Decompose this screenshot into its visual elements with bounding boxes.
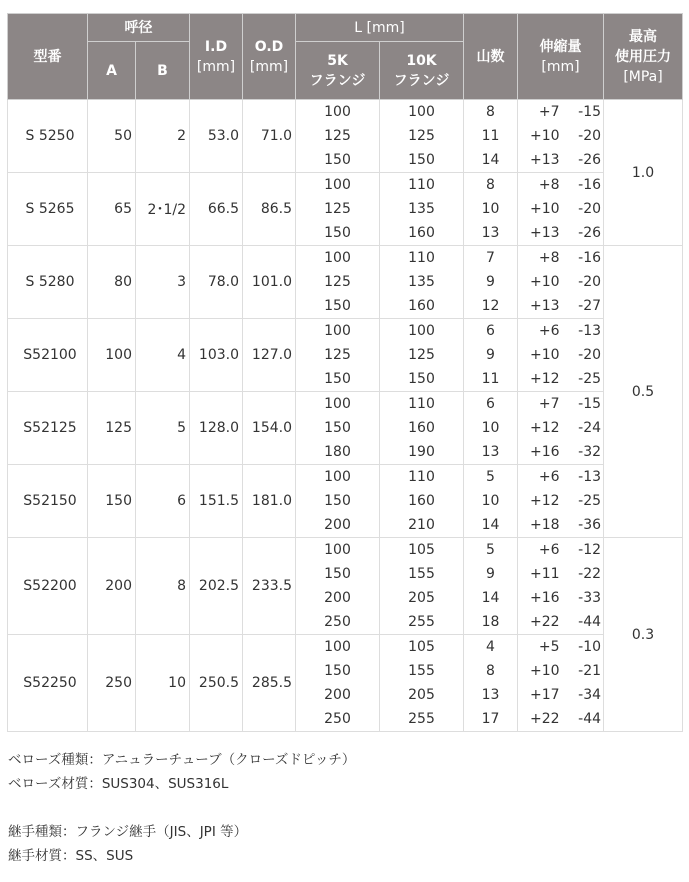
model-cell: S52200: [8, 538, 88, 635]
stroke-compression: -21: [578, 663, 602, 679]
stroke-extension: +16: [529, 444, 560, 460]
l10k-value: 135: [408, 201, 435, 217]
l10k-value: 160: [408, 493, 435, 509]
nominal-a-cell: 80: [88, 246, 136, 319]
stroke-compression: -27: [578, 298, 602, 314]
table-row: [8, 319, 683, 392]
nominal-b-cell: 2･1/2: [136, 173, 190, 246]
peaks-value: 9: [486, 347, 495, 363]
stroke-compression: -15: [578, 104, 602, 120]
stroke-line: [518, 635, 603, 659]
stroke-line: [518, 562, 603, 586]
header-pressure: 最高 使用圧力 [MPa]: [604, 14, 683, 100]
stroke-line: [518, 392, 603, 416]
peaks-value: 18: [481, 614, 500, 630]
peaks-cell: [464, 392, 518, 465]
stroke-line: [518, 586, 603, 610]
l10k-value: 205: [408, 590, 435, 606]
stroke-cell: [518, 319, 604, 392]
stroke-extension: +7: [538, 104, 560, 120]
header-b: B: [136, 42, 190, 100]
header-nominal: 呼径: [88, 14, 190, 42]
stroke-extension: +13: [529, 225, 560, 241]
peaks-value: 11: [481, 371, 500, 387]
stroke-extension: +10: [529, 201, 560, 217]
peaks-value: 10: [481, 493, 500, 509]
stroke-compression: -32: [578, 444, 602, 460]
stroke-extension: +10: [529, 347, 560, 363]
stroke-compression: -20: [578, 274, 602, 290]
l10k-value: 255: [408, 711, 435, 727]
stroke-compression: -16: [578, 250, 602, 266]
peaks-value: 10: [481, 201, 500, 217]
stroke-extension: +11: [529, 566, 560, 582]
note-joint-type: 継手種類：フランジ継手（JIS、JPI 等）: [8, 824, 248, 840]
stroke-compression: -24: [578, 420, 602, 436]
stroke-compression: -12: [578, 542, 602, 558]
stroke-extension: +10: [529, 128, 560, 144]
stroke-line: [518, 465, 603, 489]
stroke-compression: -13: [578, 323, 602, 339]
length-l10k-cell: [380, 319, 464, 392]
stroke-extension: +6: [538, 469, 560, 485]
stroke-compression: -34: [578, 687, 602, 703]
model-cell: S 5250: [8, 100, 88, 173]
stroke-line: [518, 683, 603, 707]
length-l10k-cell: [380, 465, 464, 538]
table-row: [8, 465, 683, 538]
model-cell: S 5265: [8, 173, 88, 246]
model-cell: S 5280: [8, 246, 88, 319]
model-cell: S52250: [8, 635, 88, 732]
stroke-extension: +22: [529, 711, 560, 727]
stroke-line: [518, 610, 603, 634]
peaks-value: 6: [486, 396, 495, 412]
od-cell: 154.0: [243, 392, 296, 465]
l5k-value: 200: [324, 590, 351, 606]
peaks-cell: [464, 465, 518, 538]
nominal-a-cell: 100: [88, 319, 136, 392]
od-cell: 71.0: [243, 100, 296, 173]
length-l10k-cell: [380, 635, 464, 732]
stroke-extension: +6: [538, 323, 560, 339]
length-l5k-cell: [296, 319, 380, 392]
stroke-cell: [518, 465, 604, 538]
id-cell: 202.5: [190, 538, 243, 635]
l5k-value: 180: [324, 444, 351, 460]
length-l5k-cell: [296, 100, 380, 173]
stroke-extension: +6: [538, 542, 560, 558]
stroke-line: [518, 659, 603, 683]
stroke-line: [518, 173, 603, 197]
stroke-compression: -33: [578, 590, 602, 606]
stroke-compression: -10: [578, 639, 602, 655]
stroke-line: [518, 124, 603, 148]
nominal-a-cell: 65: [88, 173, 136, 246]
stroke-line: [518, 513, 603, 537]
stroke-compression: -25: [578, 493, 602, 509]
length-l10k-cell: [380, 100, 464, 173]
nominal-b-cell: 2: [136, 100, 190, 173]
peaks-value: 13: [481, 225, 500, 241]
l10k-value: 125: [408, 128, 435, 144]
stroke-line: [518, 270, 603, 294]
stroke-compression: -20: [578, 347, 602, 363]
l5k-value: 250: [324, 711, 351, 727]
l10k-value: 155: [408, 663, 435, 679]
id-cell: 250.5: [190, 635, 243, 732]
length-l5k-cell: [296, 635, 380, 732]
l5k-value: 150: [324, 420, 351, 436]
l10k-value: 210: [408, 517, 435, 533]
l5k-value: 150: [324, 493, 351, 509]
peaks-value: 11: [481, 128, 500, 144]
l5k-value: 150: [324, 371, 351, 387]
l10k-value: 110: [408, 469, 435, 485]
od-cell: 127.0: [243, 319, 296, 392]
stroke-line: [518, 367, 603, 391]
nominal-b-cell: 6: [136, 465, 190, 538]
model-cell: S52100: [8, 319, 88, 392]
l5k-value: 100: [324, 104, 351, 120]
nominal-b-cell: 10: [136, 635, 190, 732]
stroke-extension: +18: [529, 517, 560, 533]
l10k-value: 110: [408, 250, 435, 266]
header-l: L [mm]: [296, 14, 464, 42]
l5k-value: 125: [324, 274, 351, 290]
nominal-a-cell: 125: [88, 392, 136, 465]
l5k-value: 250: [324, 614, 351, 630]
header-a: A: [88, 42, 136, 100]
stroke-line: [518, 538, 603, 562]
stroke-compression: -26: [578, 152, 602, 168]
nominal-b-cell: 3: [136, 246, 190, 319]
length-l10k-cell: [380, 173, 464, 246]
l10k-value: 105: [408, 639, 435, 655]
length-l5k-cell: [296, 246, 380, 319]
table-header: [8, 14, 683, 100]
peaks-value: 14: [481, 590, 500, 606]
stroke-line: [518, 100, 603, 124]
header-l-5k: 5K フランジ: [296, 42, 380, 100]
stroke-compression: -20: [578, 201, 602, 217]
notes: [8, 748, 355, 868]
spec-table: [7, 13, 683, 732]
l5k-value: 100: [324, 323, 351, 339]
peaks-value: 13: [481, 687, 500, 703]
table-row: [8, 538, 683, 635]
peaks-value: 14: [481, 152, 500, 168]
od-cell: 101.0: [243, 246, 296, 319]
nominal-b-cell: 8: [136, 538, 190, 635]
od-cell: 181.0: [243, 465, 296, 538]
id-cell: 151.5: [190, 465, 243, 538]
length-l5k-cell: [296, 538, 380, 635]
stroke-extension: +17: [529, 687, 560, 703]
l10k-value: 100: [408, 323, 435, 339]
stroke-line: [518, 343, 603, 367]
peaks-value: 14: [481, 517, 500, 533]
peaks-value: 17: [481, 711, 500, 727]
header-od: O.D [mm]: [243, 14, 296, 100]
l5k-value: 100: [324, 542, 351, 558]
peaks-value: 10: [481, 420, 500, 436]
stroke-line: [518, 246, 603, 270]
l5k-value: 150: [324, 225, 351, 241]
l10k-value: 150: [408, 152, 435, 168]
stroke-compression: -36: [578, 517, 602, 533]
header-peaks: 山数: [464, 14, 518, 100]
table-row: [8, 246, 683, 319]
stroke-extension: +8: [538, 250, 560, 266]
l10k-value: 105: [408, 542, 435, 558]
l5k-value: 150: [324, 663, 351, 679]
l10k-value: 100: [408, 104, 435, 120]
l5k-value: 200: [324, 517, 351, 533]
nominal-a-cell: 50: [88, 100, 136, 173]
l5k-value: 125: [324, 128, 351, 144]
stroke-compression: -26: [578, 225, 602, 241]
stroke-cell: [518, 173, 604, 246]
l5k-value: 150: [324, 152, 351, 168]
stroke-extension: +5: [538, 639, 560, 655]
nominal-b-cell: 4: [136, 319, 190, 392]
stroke-compression: -20: [578, 128, 602, 144]
stroke-line: [518, 221, 603, 245]
stroke-cell: [518, 392, 604, 465]
l5k-value: 100: [324, 469, 351, 485]
stroke-compression: -22: [578, 566, 602, 582]
id-cell: 103.0: [190, 319, 243, 392]
model-cell: S52150: [8, 465, 88, 538]
pressure-cell: 0.5: [604, 246, 683, 538]
peaks-cell: [464, 173, 518, 246]
peaks-value: 9: [486, 566, 495, 582]
length-l10k-cell: [380, 538, 464, 635]
stroke-extension: +12: [529, 371, 560, 387]
table-body: [8, 100, 683, 732]
l10k-value: 110: [408, 396, 435, 412]
length-l10k-cell: [380, 392, 464, 465]
stroke-extension: +10: [529, 663, 560, 679]
peaks-value: 5: [486, 542, 495, 558]
peaks-cell: [464, 319, 518, 392]
model-cell: S52125: [8, 392, 88, 465]
note-bellows-material: ベローズ材質：SUS304、SUS316L: [8, 776, 229, 792]
stroke-cell: [518, 246, 604, 319]
stroke-extension: +8: [538, 177, 560, 193]
stroke-line: [518, 489, 603, 513]
stroke-extension: +16: [529, 590, 560, 606]
l5k-value: 100: [324, 396, 351, 412]
stroke-compression: -44: [578, 614, 602, 630]
stroke-compression: -16: [578, 177, 602, 193]
pressure-cell: 1.0: [604, 100, 683, 246]
l10k-value: 160: [408, 298, 435, 314]
stroke-cell: [518, 635, 604, 732]
l10k-value: 160: [408, 420, 435, 436]
header-stroke: 伸縮量 [mm]: [518, 14, 604, 100]
l10k-value: 160: [408, 225, 435, 241]
peaks-value: 6: [486, 323, 495, 339]
peaks-value: 5: [486, 469, 495, 485]
note-bellows-type: ベローズ種類：アニュラーチューブ（クローズドピッチ）: [8, 752, 356, 768]
stroke-compression: -13: [578, 469, 602, 485]
length-l5k-cell: [296, 465, 380, 538]
l10k-value: 150: [408, 371, 435, 387]
header-model: 型番: [8, 14, 88, 100]
peaks-cell: [464, 100, 518, 173]
header-id: I.D [mm]: [190, 14, 243, 100]
l5k-value: 125: [324, 347, 351, 363]
peaks-value: 8: [486, 177, 495, 193]
id-cell: 128.0: [190, 392, 243, 465]
stroke-line: [518, 148, 603, 172]
note-joint-material: 継手材質：SS、SUS: [8, 848, 134, 864]
l5k-value: 125: [324, 201, 351, 217]
peaks-value: 8: [486, 663, 495, 679]
table-row: [8, 392, 683, 465]
peaks-value: 7: [486, 250, 495, 266]
stroke-line: [518, 294, 603, 318]
table-row: [8, 173, 683, 246]
stroke-cell: [518, 100, 604, 173]
od-cell: 86.5: [243, 173, 296, 246]
stroke-extension: +10: [529, 274, 560, 290]
l5k-value: 200: [324, 687, 351, 703]
note-spacer: [8, 796, 355, 820]
stroke-line: [518, 707, 603, 731]
l10k-value: 125: [408, 347, 435, 363]
l10k-value: 135: [408, 274, 435, 290]
stroke-extension: +13: [529, 298, 560, 314]
length-l5k-cell: [296, 173, 380, 246]
table-row: [8, 100, 683, 173]
peaks-value: 12: [481, 298, 500, 314]
l10k-value: 190: [408, 444, 435, 460]
length-l10k-cell: [380, 246, 464, 319]
stroke-compression: -44: [578, 711, 602, 727]
stroke-extension: +12: [529, 420, 560, 436]
stroke-extension: +12: [529, 493, 560, 509]
id-cell: 78.0: [190, 246, 243, 319]
l5k-value: 150: [324, 566, 351, 582]
stroke-extension: +7: [538, 396, 560, 412]
l5k-value: 100: [324, 177, 351, 193]
nominal-a-cell: 150: [88, 465, 136, 538]
stroke-line: [518, 319, 603, 343]
l10k-value: 155: [408, 566, 435, 582]
peaks-cell: [464, 635, 518, 732]
stroke-extension: +22: [529, 614, 560, 630]
id-cell: 66.5: [190, 173, 243, 246]
nominal-a-cell: 200: [88, 538, 136, 635]
stroke-line: [518, 197, 603, 221]
peaks-cell: [464, 246, 518, 319]
nominal-b-cell: 5: [136, 392, 190, 465]
stroke-line: [518, 440, 603, 464]
stroke-compression: -25: [578, 371, 602, 387]
l5k-value: 100: [324, 639, 351, 655]
peaks-value: 9: [486, 274, 495, 290]
peaks-value: 13: [481, 444, 500, 460]
stroke-extension: +13: [529, 152, 560, 168]
peaks-cell: [464, 538, 518, 635]
peaks-value: 4: [486, 639, 495, 655]
stroke-line: [518, 416, 603, 440]
stroke-cell: [518, 538, 604, 635]
l5k-value: 150: [324, 298, 351, 314]
l10k-value: 110: [408, 177, 435, 193]
id-cell: 53.0: [190, 100, 243, 173]
length-l5k-cell: [296, 392, 380, 465]
pressure-cell: 0.3: [604, 538, 683, 732]
od-cell: 285.5: [243, 635, 296, 732]
table-row: [8, 635, 683, 732]
l5k-value: 100: [324, 250, 351, 266]
l10k-value: 255: [408, 614, 435, 630]
stroke-compression: -15: [578, 396, 602, 412]
header-l-10k: 10K フランジ: [380, 42, 464, 100]
od-cell: 233.5: [243, 538, 296, 635]
l10k-value: 205: [408, 687, 435, 703]
peaks-value: 8: [486, 104, 495, 120]
nominal-a-cell: 250: [88, 635, 136, 732]
